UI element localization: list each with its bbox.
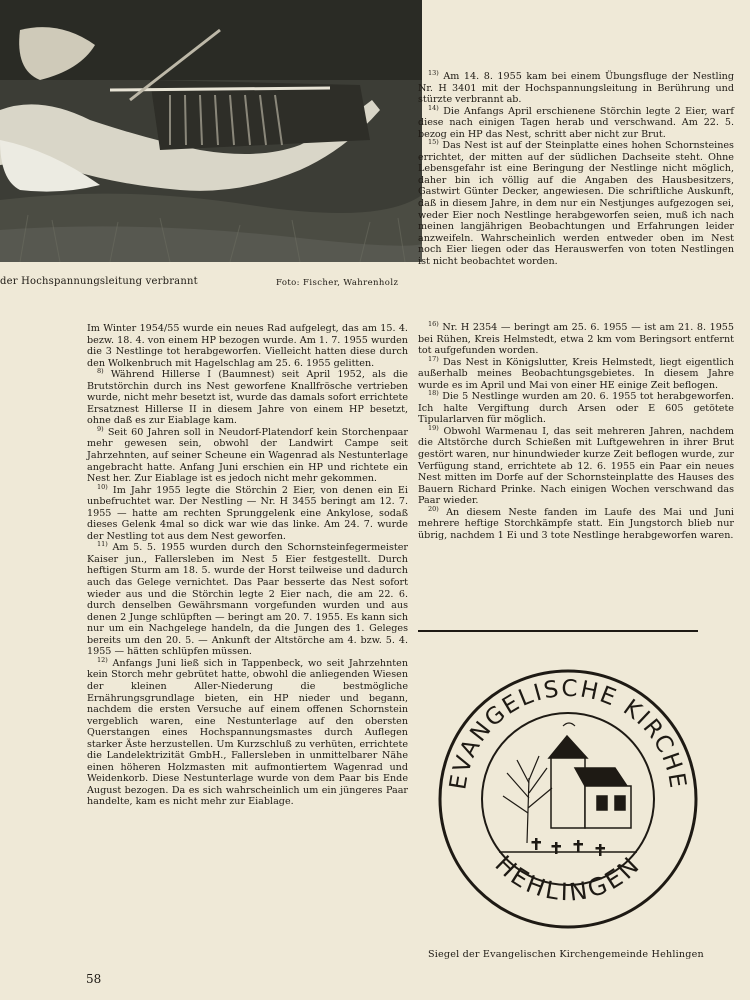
footnote-marker: 13) <box>428 68 439 77</box>
footnote-marker: 10) <box>97 482 108 491</box>
paragraph: $^{16)}$ Nr. H 2354 — beringt am 25. 6. 1955 — ist am 21. 8. 1955 bei Rühen, Kreis Helmstedt, etwa 2 km vom Beringsort entfernt tot aufgefunden worden. <box>418 319 735 357</box>
paragraph: $^{10)}$ Im Jahr 1955 legte die Störchin 2 Eier, von denen ein Ei unbefruchtet war. Der Nestling — Nr. H 3455 beringt am 12. 7. 1955 — hatte am rechten Sprunggelenk eine Ankylose, sodaß dieses Gelenk 4mal so dick war wie das linke. Am 24. 7. wurde der Nestling tot aus dem Nest geworfen. <box>87 482 408 542</box>
seal-caption: Siegel der Evangelischen Kirchengemeinde Hehlingen <box>428 949 704 960</box>
footnote-marker: 15) <box>428 138 439 147</box>
footnote-marker: 17) <box>428 354 439 363</box>
seal-text-top: EVANGELISCHE KIRCHE <box>445 675 691 792</box>
paragraph: $^{13)}$ Am 14. 8. 1955 kam bei einem Übungsfluge der Nestling Nr. H 3401 mit der Hochspannungsleitung in Berührung und stürzte verbrannt ab. <box>418 68 734 106</box>
paragraph: $^{14)}$ Die Anfangs April erschienene Störchin legte 2 Eier, warf diese nach einigen Tagen herab und verschwand. Am 22. 5. bezog ein HP das Nest, schritt aber nicht zur Brut. <box>418 103 734 140</box>
photo-burnt-stork <box>0 0 422 262</box>
footnote-marker: 9) <box>97 424 104 433</box>
right-column-top <box>418 68 734 267</box>
footnote-marker: 12) <box>97 655 108 664</box>
paragraph: $^{11)}$ Am 5. 5. 1955 wurden durch den Schornsteinfegermeister Kaiser jun., Fallersleben im Nest 5 Eier festgestellt. Durch heftigen Sturm am 18. 5. wurde der Horst teilweise und dadurch auch das Gelege vernichtet. Das Paar besserte das Nest sofort wieder aus und die Störchin legte 2 Eier nach, die am 22. 6. durch denselben Gewährsmann vorgefunden wurden und aus denen 2 Junge schlüpften — beringt am 20. 7. 1955. Es kann sich nur um ein Nachgelege handeln, da die Jungen des 1. Geleges bereits um den 20. 5. — Ankunft der Altstörche am 4. bzw. 5. 4. 1955 — hätten schlüpfen müssen. <box>87 540 408 658</box>
seal-text-bottom: HEHLINGEN <box>489 850 647 907</box>
paragraph: $^{12)}$ Anfangs Juni ließ sich in Tappenbeck, wo seit Jahrzehnten kein Storch mehr gebrütet hatte, obwohl die anliegenden Wiesen der kleinen Aller-Niederung die bestmögliche Ernährungsgrundlage bieten, ein HP nieder und begann, nachdem die ersten Versuche auf einem offenen Schornstein vergeblich waren, eine Nestunterlage auf den obersten Querstangen eines Hochspannungsmastes durch Auflegen starker Äste herzustellen. Um Kurzschluß zu verhüten, errichtete die Landelektrizität GmbH., Fallersleben in unmittelbarer Nähe einen höheren Holzmasten mit aufmontiertem Wagenrad und Weidenkorb. Diese Nestunterlage wurde von dem Paar bis Ende August bezogen. Da es sich wahrscheinlich um ein jüngeres Paar handelte, kam es nicht mehr zur Eiablage. <box>87 655 408 808</box>
paragraph: $^{8)}$ Während Hillerse I (Baumnest) seit April 1952, als die Brutstörchin durch ins Nest geworfene Knallfrösche vertrieben wurde, nicht mehr besetzt ist, wurde das damals sofort errichtete Ersatznest Hillerse II in diesem Jahre von einem HP besetzt, ohne daß es zur Eiablage kam. <box>87 367 408 427</box>
tree-icon <box>503 756 552 843</box>
left-column <box>87 323 408 808</box>
footnote-marker: 14) <box>428 103 439 112</box>
section-divider <box>418 630 698 632</box>
seal-graphic <box>437 668 699 930</box>
page-number: 58 <box>86 972 102 986</box>
right-column-middle <box>418 319 735 541</box>
paragraph: Im Winter 1954/55 wurde ein neues Rad aufgelegt, das am 15. 4. bezw. 18. 4. von einem HP bezogen wurde. Am 1. 7. 1955 wurden die 3 Nestlinge tot herabgeworfen. Vielleicht hatten diese durch den Wolkenbruch mit Hagelschlag am 25. 6. 1955 gelitten. <box>87 323 408 369</box>
paragraph: $^{15)}$ Das Nest ist auf der Steinplatte eines hohen Schornsteines errichtet, der mitten auf der südlichen Dachseite steht. Ohne Lebensgefahr ist eine Beringung der Nestlinge nicht möglich, daher bin ich völlig auf die Angaben des Hausbesitzers, Gastwirt Günter Decker, angewiesen. Die schriftliche Auskunft, daß in diesem Jahre, in dem nur ein Nestjunges aufgezogen sei, weder Eier noch Nestlinge herabgeworfen seien, muß ich nach meinen langjährigen Beobachtungen und Erfahrungen leider anzweifeln. Wahrscheinlich werden entweder oben im Nest noch Eier liegen oder das Herauswerfen von toten Nestlingen ist nicht beobachtet worden. <box>418 138 734 267</box>
church-seal <box>437 668 699 930</box>
photo-image <box>0 0 422 262</box>
footnote-marker: 18) <box>428 389 439 398</box>
paragraph: $^{19)}$ Obwohl Warmenau I, das seit mehreren Jahren, nachdem die Altstörche durch Schießen mit Luftgewehren in ihrer Brut gestört waren, nur hinundwieder kurze Zeit beflogen wurde, zur Verfügung stand, errichtete ab 12. 6. 1955 ein Paar ein neues Nest mitten im Dorfe auf der Schornsteinplatte des Hauses des Bauern Richard Prinke. Nach einigen Wochen verschwand das Paar wieder. <box>418 423 734 507</box>
cross-icon <box>532 838 606 856</box>
paragraph: $^{18)}$ Die 5 Nestlinge wurden am 20. 6. 1955 tot herabgeworfen. Ich halte Vergiftung durch Arsen oder E 605 getötete Tipularlarven für möglich. <box>418 389 734 426</box>
paragraph: $^{9)}$ Seit 60 Jahren soll in Neudorf-Platendorf kein Storchenpaar mehr gewesen sein, obwohl der Landwirt Campe seit Jahrzehnten, auf seiner Scheune ein Wagenrad als Nestunterlage angebracht hatte. Anfang Juni erschien ein HP und richtete ein Nest her. Zur Eiablage ist es jedoch nicht mehr gekommen. <box>87 424 408 485</box>
footnote-marker: 8) <box>97 367 104 375</box>
footnote-marker: 16) <box>428 319 439 328</box>
paragraph: $^{17)}$ Das Nest in Königslutter, Kreis Helmstedt, liegt eigentlich außerhalb meines Beobachtungsgebietes. In diesem Jahre wurde es im April und Mai von einer HE einige Zeit beflogen. <box>418 354 734 391</box>
photo-credit: Foto: Fischer, Wahrenholz <box>276 278 399 288</box>
church-icon <box>549 723 631 828</box>
footnote-marker: 11) <box>97 540 108 549</box>
svg-text:HEHLINGEN <box>490 850 647 907</box>
footnote-marker: 20) <box>428 504 439 513</box>
footnote-marker: 19) <box>428 423 439 432</box>
paragraph: $^{20)}$ An diesem Neste fanden im Laufe des Mai und Juni mehrere heftige Storchkämpfe statt. Ein Jungstorch blieb nur übrig, nachdem 1 Ei und 3 tote Nestlinge herabgeworfen waren. <box>418 504 734 541</box>
photo-caption: der Hochspannungsleitung verbrannt <box>0 276 198 287</box>
